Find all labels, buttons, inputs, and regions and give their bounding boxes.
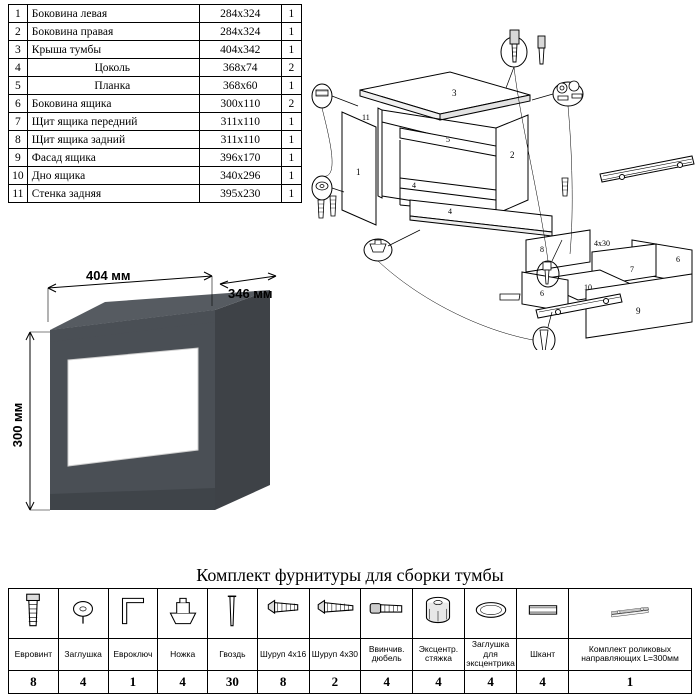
hardware-qty: 4: [464, 670, 516, 693]
hardware-name: Евроключ: [108, 639, 158, 671]
part-name: Боковина ящика: [27, 95, 199, 113]
euro-key-icon: [108, 589, 158, 639]
table-row: [9, 41, 302, 59]
hardware-qty: 1: [108, 670, 158, 693]
euro-screw-icon: [9, 589, 59, 639]
part-qty: 1: [281, 77, 301, 95]
hardware-name: Шуруп 4х30: [309, 639, 361, 671]
hardware-qty: 1: [569, 670, 692, 693]
part-qty: 1: [281, 23, 301, 41]
screw-icon: [562, 178, 568, 196]
table-row: [9, 59, 302, 77]
screw-icon: [318, 200, 324, 218]
hardware-qty: 8: [257, 670, 309, 693]
part-number: 10: [9, 167, 28, 185]
part-number: 8: [9, 131, 28, 149]
part-qty: 2: [281, 95, 301, 113]
hardware-name: Гвоздь: [208, 639, 258, 671]
part-size: 404х342: [199, 41, 281, 59]
width-label: 404 мм: [86, 270, 131, 283]
svg-text:9: 9: [636, 306, 641, 316]
svg-text:6: 6: [540, 289, 544, 298]
part-size: 311х110: [199, 131, 281, 149]
part-number: 6: [9, 95, 28, 113]
part-right-side: [496, 115, 528, 214]
part-name: Стенка задняя: [27, 185, 199, 203]
hardware-name: Заглушка: [58, 639, 108, 671]
part-qty: 1: [281, 149, 301, 167]
dowel-icon: [316, 90, 328, 96]
table-row: [9, 23, 302, 41]
part-name: Щит ящика передний: [27, 113, 199, 131]
hardware-name: Заглушка для эксцентрика: [466, 639, 515, 668]
nail-icon: [208, 589, 258, 639]
table-row: [9, 95, 302, 113]
part-number: 11: [9, 185, 28, 203]
part-name: Фасад ящика: [27, 149, 199, 167]
svg-text:10: 10: [584, 283, 592, 292]
part-qty: 1: [281, 131, 301, 149]
part-size: 284х324: [199, 5, 281, 23]
part-size: 368х60: [199, 77, 281, 95]
part-number: 9: [9, 149, 28, 167]
table-row: [9, 113, 302, 131]
part-qty: 2: [281, 59, 301, 77]
part-drawer-back: [526, 230, 590, 272]
hardware-table: [8, 588, 692, 694]
hardware-name: Ввинчив. дюбель: [361, 639, 413, 671]
part-size: 311х110: [199, 113, 281, 131]
hardware-qty: 4: [158, 670, 208, 693]
part-name: Планка: [27, 77, 199, 95]
hardware-qty: 2: [309, 670, 361, 693]
table-row: [9, 131, 302, 149]
svg-text:4: 4: [448, 207, 452, 216]
svg-text:8: 8: [540, 245, 544, 254]
svg-text:11: 11: [362, 113, 370, 122]
hardware-section-title: Комплект фурнитуры для сборки тумбы: [196, 565, 504, 585]
part-number: 4: [9, 59, 28, 77]
part-top-panel: [360, 72, 530, 120]
screw-icon: [500, 294, 520, 300]
part-number: 7: [9, 113, 28, 131]
cam-lock-icon: [413, 589, 465, 639]
hardware-name: Евровинт: [9, 639, 59, 671]
depth-label: 346 мм: [228, 286, 273, 301]
dowel-icon: [517, 589, 569, 639]
screw-size-label: 4х30: [594, 239, 610, 248]
hardware-name: Ножка: [158, 639, 208, 671]
part-number: 5: [9, 77, 28, 95]
euroscrew-icon: [538, 36, 545, 64]
part-size: 284х324: [199, 23, 281, 41]
screw-icon: [330, 196, 336, 216]
svg-text:2: 2: [510, 150, 515, 160]
part-roller-guide-top: [600, 156, 694, 182]
roller-guides-icon: [569, 589, 692, 639]
part-number: 3: [9, 41, 28, 59]
cam-cap-icon: [464, 589, 516, 639]
table-row: [9, 149, 302, 167]
table-row: [9, 5, 302, 23]
hardware-name: Комплект роликовых направляющих L=300мм: [569, 639, 692, 671]
cabinet-3d-view: [50, 290, 270, 510]
dimensioned-drawing: [0, 270, 380, 560]
svg-text:6: 6: [676, 255, 680, 264]
hardware-name: Шуруп 4х16: [257, 639, 309, 671]
part-qty: 1: [281, 113, 301, 131]
svg-text:5: 5: [446, 135, 450, 144]
part-name: Щит ящика задний: [27, 131, 199, 149]
part-number: 1: [9, 5, 28, 23]
hardware-name: Шкант: [517, 639, 569, 671]
hardware-qty: 8: [9, 670, 59, 693]
part-size: 368х74: [199, 59, 281, 77]
table-row: [9, 77, 302, 95]
nail-icon: [540, 330, 548, 350]
part-name: Цоколь: [27, 59, 199, 77]
foot-icon: [158, 589, 208, 639]
screw-4x16-icon: [257, 589, 309, 639]
svg-text:3: 3: [452, 88, 457, 98]
part-qty: 1: [281, 5, 301, 23]
table-row: [9, 185, 302, 203]
part-size: 395х230: [199, 185, 281, 203]
part-qty: 1: [281, 185, 301, 203]
screw-4x30-icon: [309, 589, 361, 639]
hardware-qty: 4: [517, 670, 569, 693]
cam-cap-icon: [316, 182, 328, 190]
part-qty: 1: [281, 41, 301, 59]
part-qty: 1: [281, 167, 301, 185]
hardware-qty: 4: [58, 670, 108, 693]
part-number: 2: [9, 23, 28, 41]
parts-table: [8, 4, 302, 203]
part-name: Крыша тумбы: [27, 41, 199, 59]
svg-text:7: 7: [630, 265, 634, 274]
part-size: 340х296: [199, 167, 281, 185]
foot-icon: [370, 240, 386, 252]
part-tsokol-2: [410, 200, 552, 236]
svg-text:4: 4: [412, 181, 416, 190]
height-label: 300 мм: [10, 402, 25, 448]
part-name: Боковина правая: [27, 23, 199, 41]
part-size: 300х110: [199, 95, 281, 113]
part-name: Боковина левая: [27, 5, 199, 23]
euroscrew-icon: [510, 30, 519, 62]
hardware-qty: 4: [413, 670, 465, 693]
cap-icon: [58, 589, 108, 639]
part-back-wall: [378, 108, 382, 198]
table-row: [9, 167, 302, 185]
hardware-name: Эксцентр. стяжка: [413, 639, 465, 671]
part-name: Дно ящика: [27, 167, 199, 185]
height-dimension: [26, 332, 50, 510]
cam-lock-icon: [557, 81, 582, 100]
svg-text:1: 1: [356, 167, 361, 177]
screw-in-dowel-icon: [361, 589, 413, 639]
hardware-qty: 30: [208, 670, 258, 693]
hardware-qty: 4: [361, 670, 413, 693]
part-size: 396х170: [199, 149, 281, 167]
